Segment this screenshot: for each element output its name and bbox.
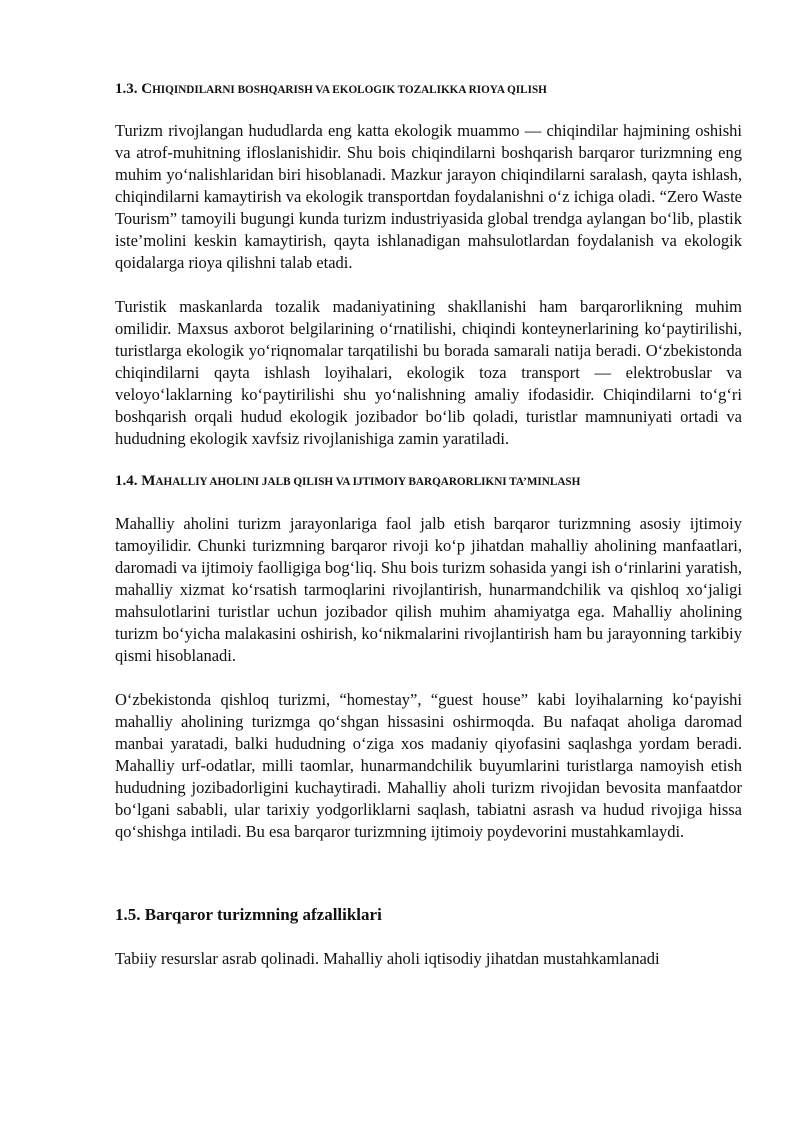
section-heading-1-4 <box>115 472 742 491</box>
section-title-initial: C <box>141 81 153 97</box>
section-heading-1-3 <box>115 80 742 99</box>
paragraph: Tabiiy resurslar asrab qolinadi. Mahalliy aholi iqtisodiy jihatdan mustahkamlanadi <box>115 949 660 968</box>
paragraph: Turizm rivojlangan hududlarda eng katta ekologik muammo — chiqindilar hajmining oshishi va atrof-muhitning ifloslanishidir. Shu bois chiqindilarni boshqarish barqaror turizmning eng muhim yo‘nalishlaridan biri hisoblanadi. Mazkur jarayon chiqindilarni saralash, qayta ishlash, chiqindilarni kamaytirish va ekologik transportdan foydalanishni o‘z ichiga oladi. “Zero Waste Tourism” tamoyili bugungi kunda turizm industriyasida global trendga aylangan bo‘lib, plastik iste’molini keskin kamaytirish, qayta ishlanadigan mahsulotlardan foydalanish va ekologik qoidalarga rioya qilishni talab etadi. <box>115 121 742 272</box>
section-number: 1.4. <box>115 473 142 489</box>
section-title-rest: AHALLIY AHOLINI JALB QILISH VA IJTIMOIY BARQARORLIKNI TA’MINLASH <box>155 476 581 488</box>
paragraph: Mahalliy aholini turizm jarayonlariga faol jalb etish barqaror turizmning asosiy ijtimoiy tamoyilidir. Chunki turizmning barqaror rivoji ko‘p jihatdan mahalliy aholining manfaatlari, daromadi va ijtimoiy faolligiga bog‘liq. Shu bois turizm sohasida yangi ish o‘rinlarini yaratish, mahalliy xizmat ko‘rsatish tarmoqlarini rivojlantirish, hunarmandchilik va qishloq xo‘jaligi mahsulotlarini turistlar uchun jozibador qilish muhim ahamiyatga ega. Mahalliy aholining turizm bo‘yicha malakasini oshirish, ko‘nikmalarini rivojlantirish ham bu jarayonning tarkibiy qismi hisoblanadi. <box>115 514 742 665</box>
section-title-initial: M <box>141 473 156 489</box>
paragraph: O‘zbekistonda qishloq turizmi, “homestay”, “guest house” kabi loyihalarning ko‘payishi mahalliy aholining turizmga qo‘shgan hissasini oshirmoqda. Bu nafaqat aholiga daromad manbai yaratadi, balki hududning o‘ziga xos madaniy qiyofasini saqlashga yordam beradi. Mahalliy urf-odatlar, milli taomlar, hunarmandchilik buyumlarini turistlarga namoyish etish hududning jozibadorligini kuchaytiradi. Mahalliy aholi turizm rivojidan bevosita manfaatdor bo‘lgani sababli, ular tarixiy yodgorliklarni saqlash, tabiatni asrash va hudud rivojiga hissa qo‘shishga intiladi. Bu esa barqaror turizmning ijtimoiy poydevorini mustahkamlaydi. <box>115 690 742 841</box>
section-title-rest: HIQINDILARNI BOSHQARISH VA EKOLOGIK TOZALIKKA RIOYA QILISH <box>152 84 547 96</box>
paragraph: Turistik maskanlarda tozalik madaniyatining shakllanishi ham barqarorlikning muhim omilidir. Maxsus axborot belgilarining o‘rnatilishi, chiqindi konteynerlarining ko‘paytirilishi, turistlarga ekologik yo‘riqnomalar tarqatilishi bu borada samarali natija beradi. O‘zbekistonda chiqindilarni qayta ishlash loyihalari, ekologik toza transport — elektrobuslar va veloyo‘laklarning ko‘paytirilishi shu yo‘nalishning amaliy ifodasidir. Chiqindilarni to‘g‘ri boshqarish orqali hudud ekologik jozibador bo‘lib qoladi, turistlar mamnuniyati ortadi va hududning ekologik xavfsiz rivojlanishiga zamin yaratiladi. <box>115 297 742 448</box>
section-heading-1-5: 1.5. Barqaror turizmning afzalliklari <box>115 905 382 924</box>
section-number: 1.3. <box>115 81 142 97</box>
document-page <box>115 75 742 970</box>
